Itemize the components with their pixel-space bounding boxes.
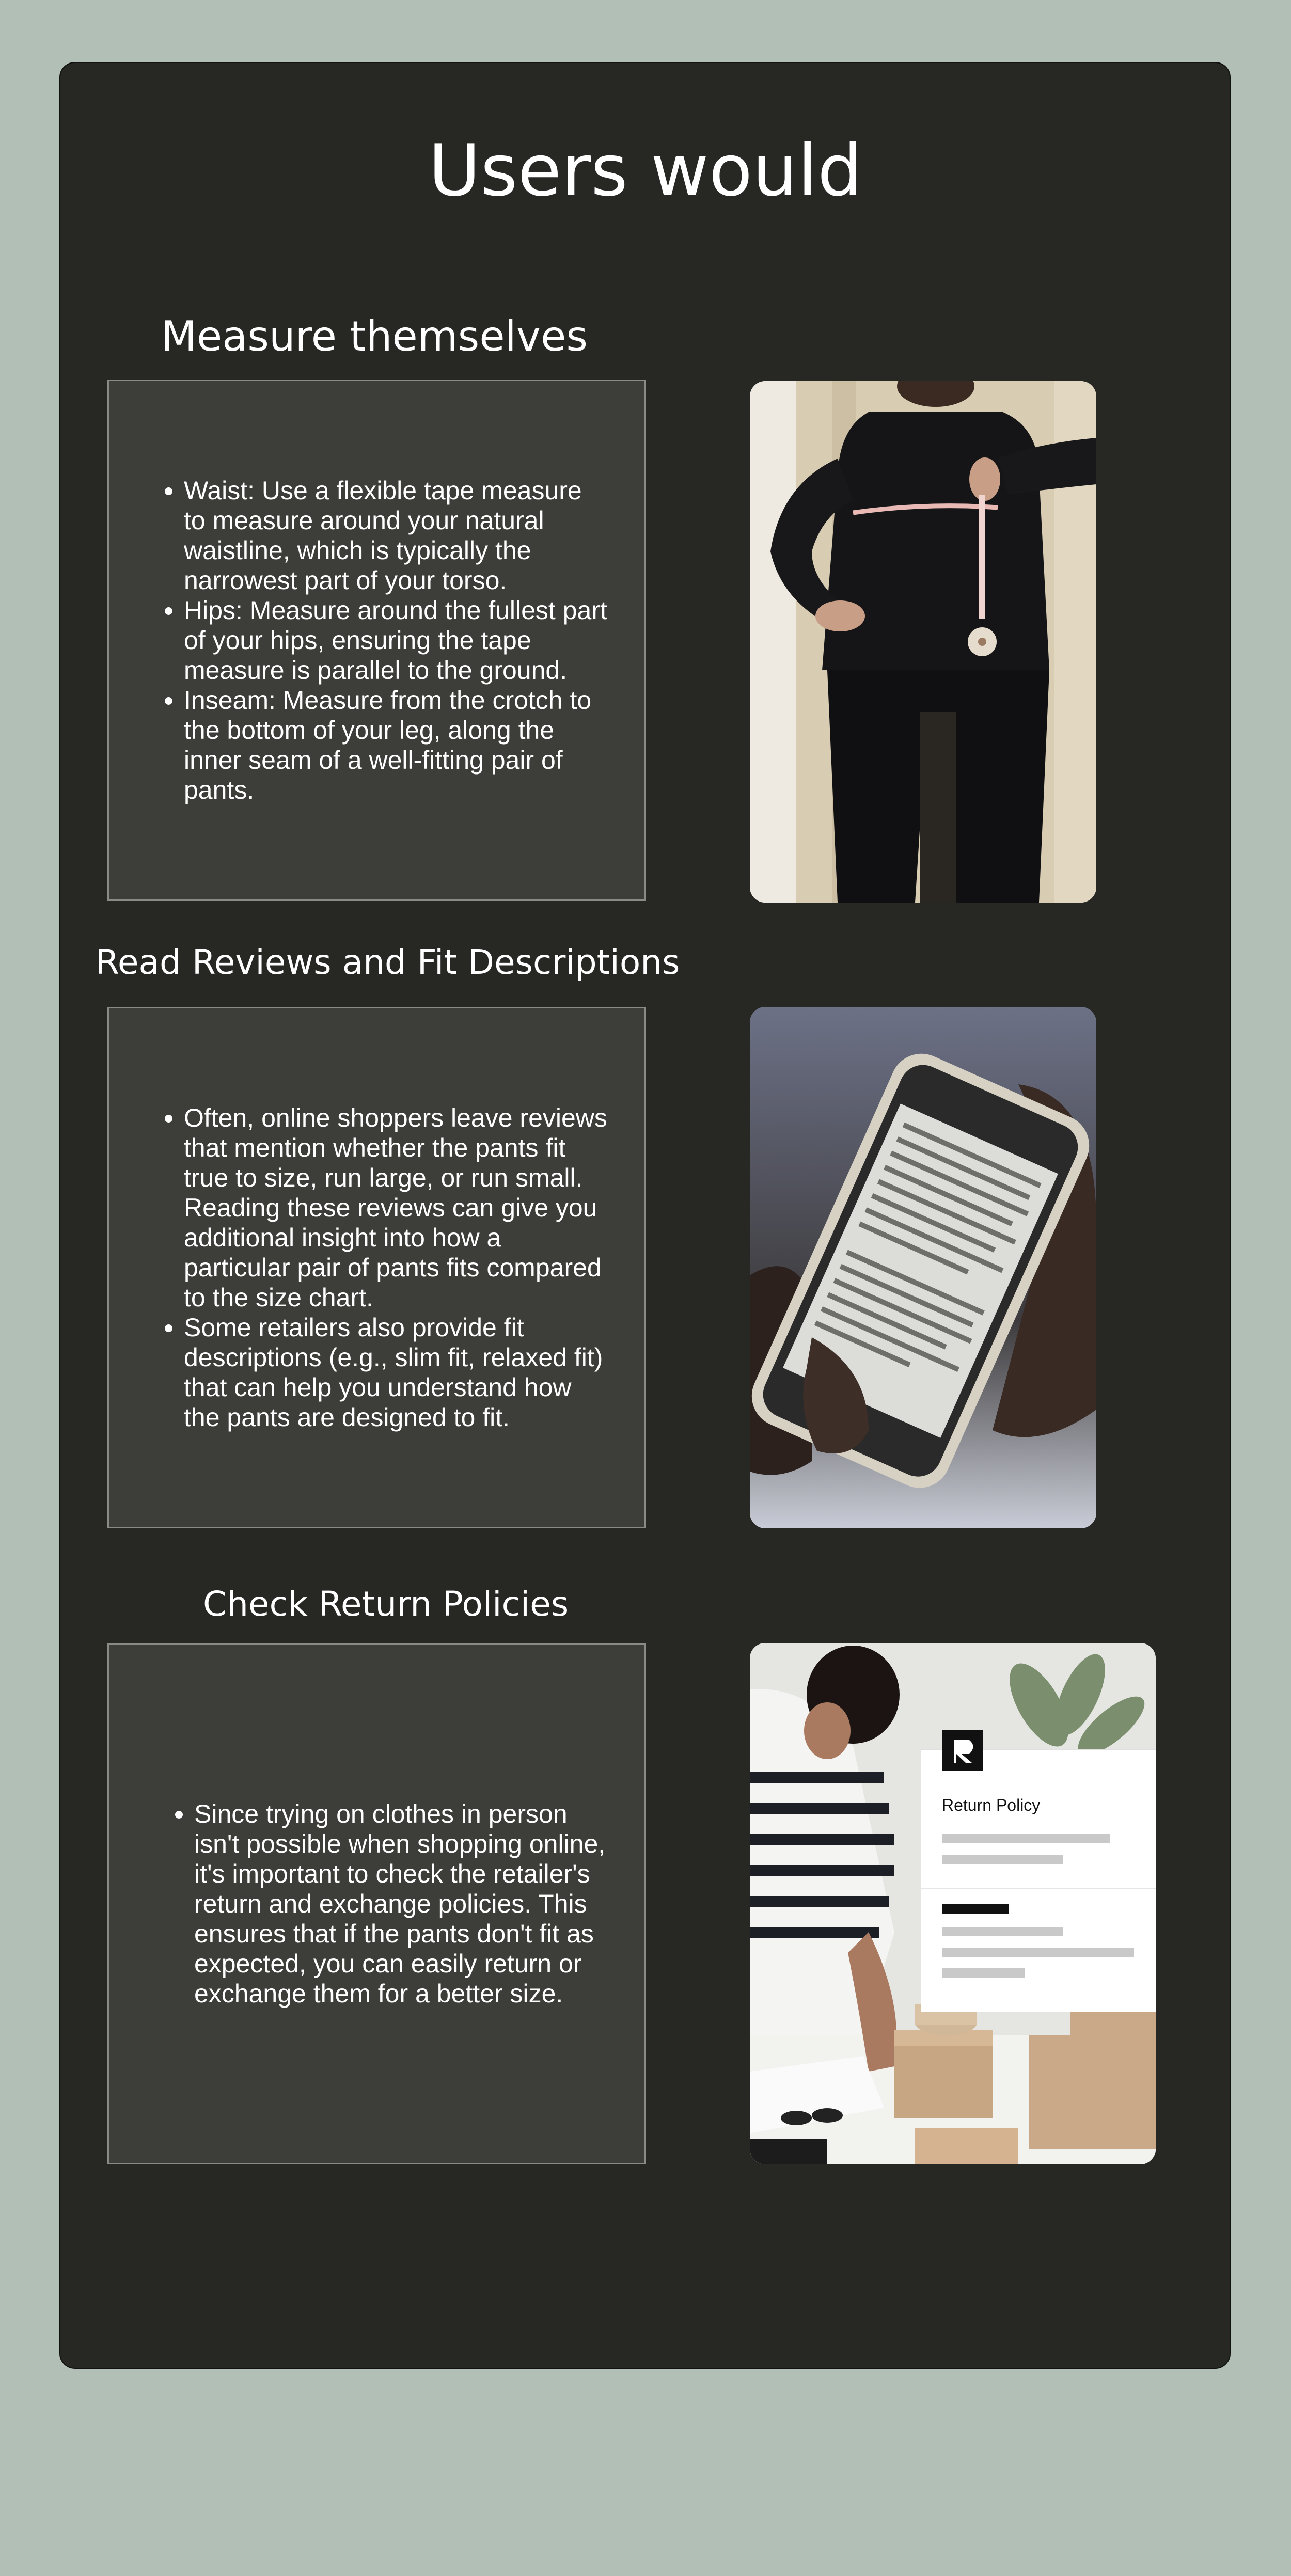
list-item: • Hips: Measure around the fullest part of your hips, ensuring the tape measure is parallel to the ground. bbox=[184, 595, 608, 685]
list-item: • Often, online shoppers leave reviews that mention whether the pants fit true to size, run large, or run small. Reading these reviews can give you additional insight into how a particular pair of pants fits compared to the size chart. bbox=[184, 1103, 608, 1313]
reviews-bullet-list bbox=[109, 1103, 644, 1432]
returns-text-panel bbox=[107, 1643, 646, 2164]
return-policy-photo bbox=[750, 1643, 1156, 2164]
return-policy-label: Return Policy bbox=[942, 1796, 1041, 1814]
list-item: • Inseam: Measure from the crotch to the bottom of your leg, along the inner seam of a well-fitting pair of pants. bbox=[184, 685, 608, 805]
returns-bullet-list bbox=[109, 1799, 644, 2009]
measuring-tape-photo bbox=[750, 381, 1096, 903]
section-heading-returns: Check Return Policies bbox=[203, 1584, 569, 1624]
list-item: • Some retailers also provide fit descriptions (e.g., slim fit, relaxed fit) that can help you understand how the pants are designed to fit. bbox=[184, 1313, 608, 1432]
reviews-text-panel bbox=[107, 1007, 646, 1528]
measure-bullet-list bbox=[109, 476, 644, 805]
list-item: • Waist: Use a flexible tape measure to measure around your natural waistline, which is typically the narrowest part of your torso. bbox=[184, 476, 608, 595]
measure-text-panel bbox=[107, 380, 646, 901]
section-heading-reviews: Read Reviews and Fit Descriptions bbox=[96, 942, 680, 982]
list-item: • Since trying on clothes in person isn't possible when shopping online, it's important to check the retailer's return and exchange policies. This ensures that if the pants don't fit as expected, you can easily return or exchange them for a better size. bbox=[194, 1799, 608, 2009]
page-title: Users would bbox=[428, 129, 863, 212]
phone-reading-photo bbox=[750, 1007, 1096, 1528]
section-heading-measure: Measure themselves bbox=[161, 312, 588, 360]
